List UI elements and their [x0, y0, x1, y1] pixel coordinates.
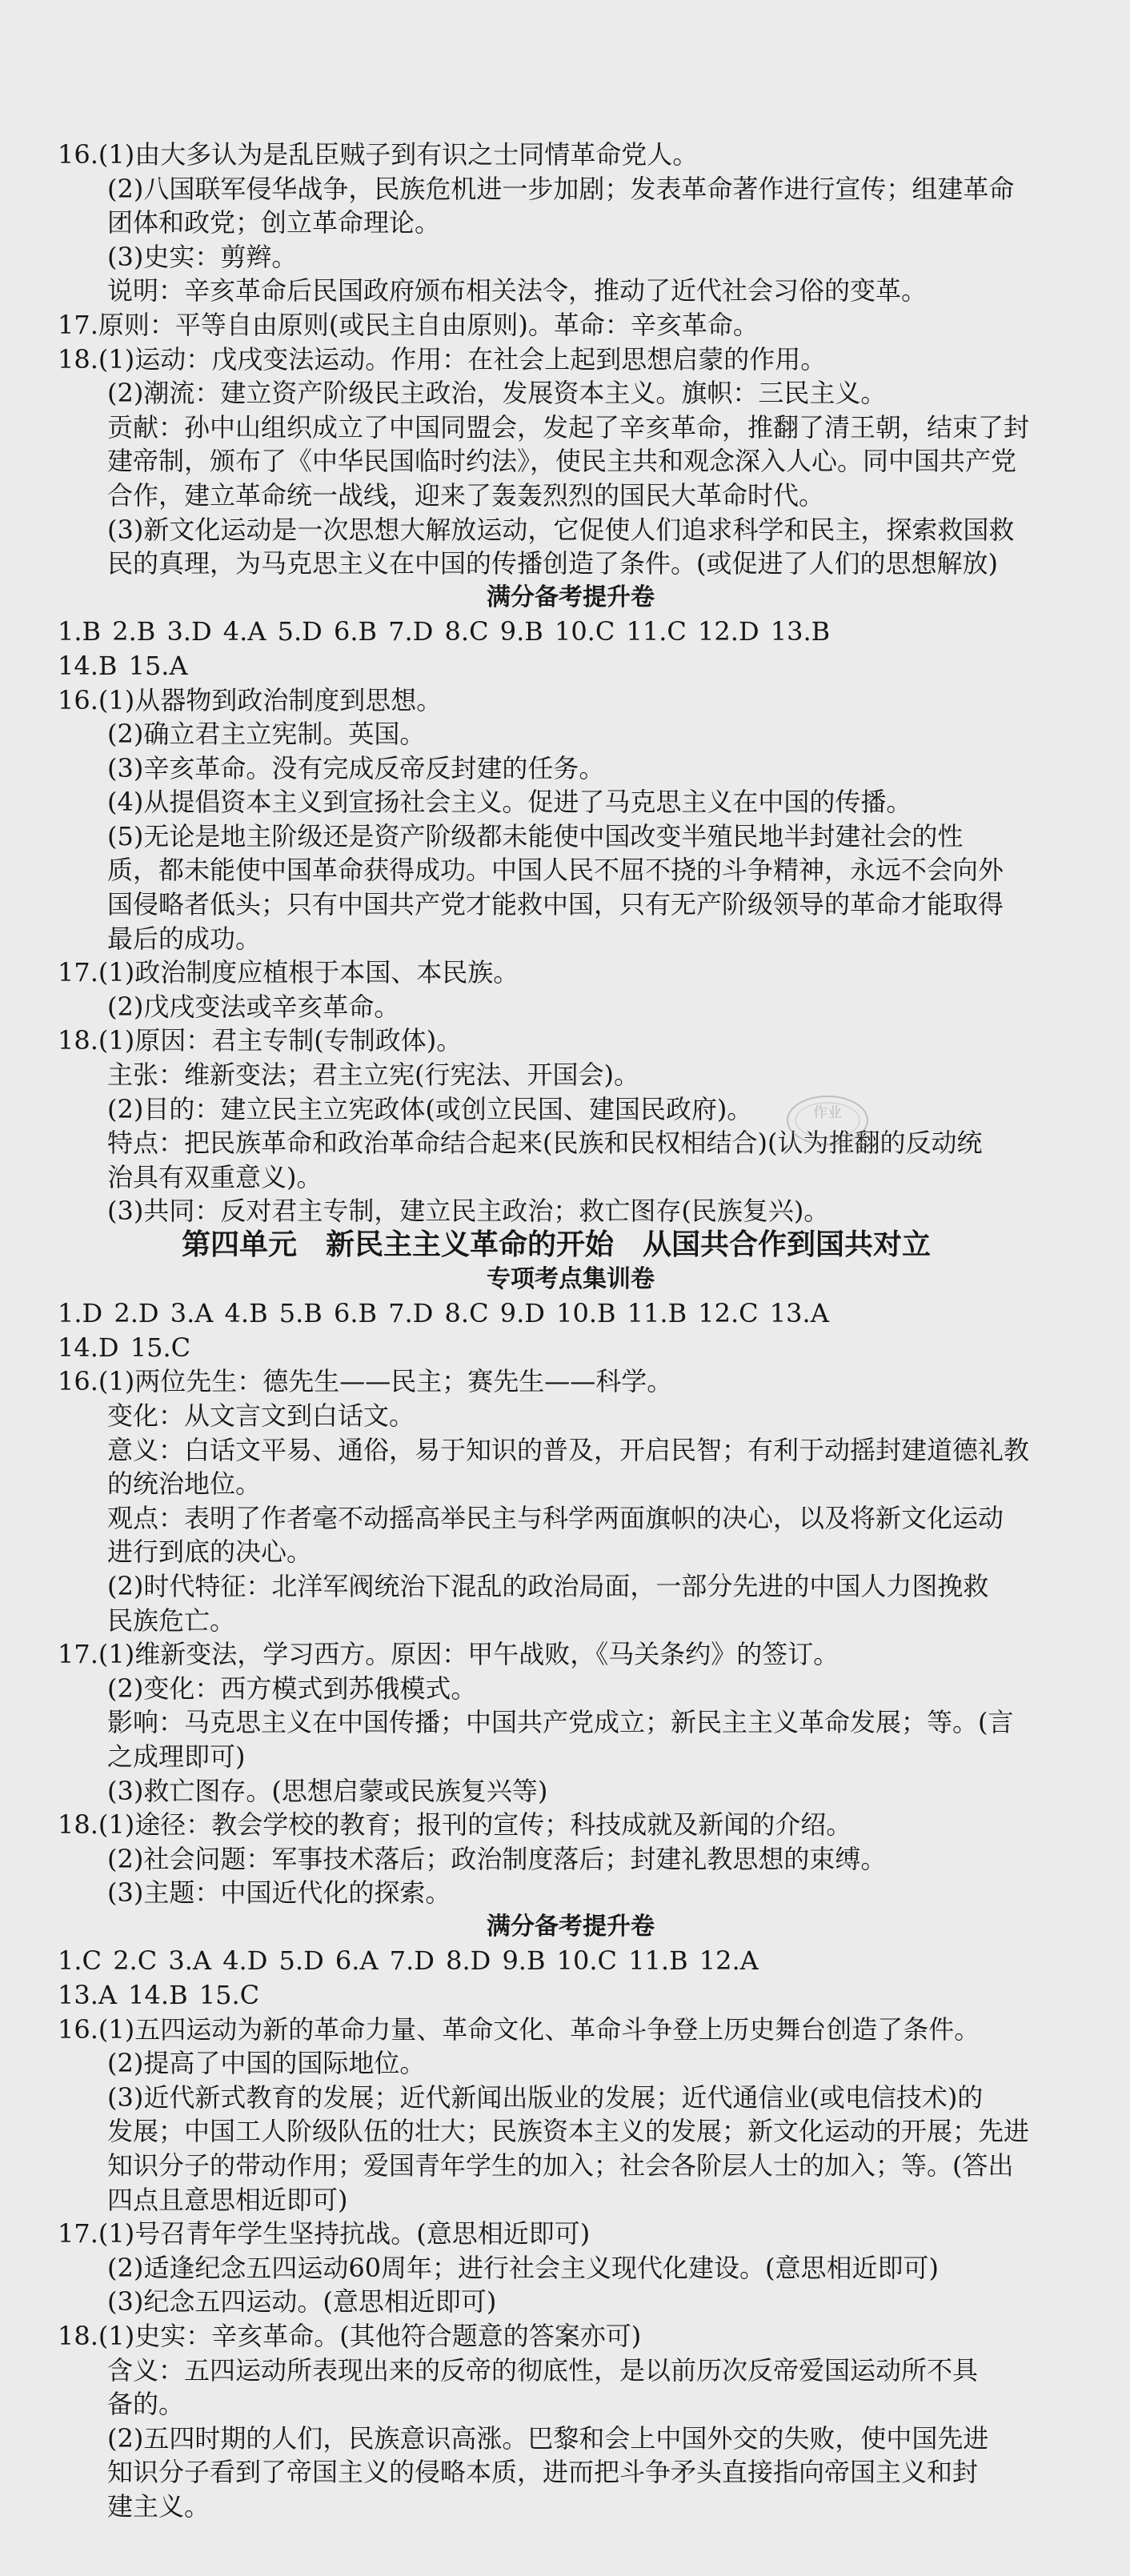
- answer-line: 17.(1)维新变法，学习西方。原因：甲午战败，《马关条约》的签订。: [58, 1639, 839, 1670]
- answer-line: 建主义。: [107, 2490, 210, 2522]
- answer-line: (3)共同：反对君主专制，建立民主政治；救亡图存(民族复兴)。: [107, 1196, 830, 1227]
- answer-line: 说明：辛亥革命后民国政府颁布相关法令，推动了近代社会习俗的变革。: [107, 275, 928, 306]
- choice-answers: 1.C 2.C 3.A 4.D 5.D 6.A 7.D 8.D 9.B 10.C 11.B 12.A: [58, 1945, 759, 1977]
- answer-line: 质，都未能使中国革命获得成功。中国人民不屈不挠的斗争精神，永远不会向外: [107, 855, 1004, 886]
- answer-line: (2)潮流：建立资产阶级民主政治，发展资本主义。旗帜：三民主义。: [107, 378, 887, 409]
- answer-line: 特点：把民族革命和政治革命结合起来(民族和民权相结合)(认为推翻的反动统: [107, 1128, 983, 1159]
- stamp-watermark-icon: [783, 1088, 872, 1151]
- answer-line: 16.(1)由大多认为是乱臣贼子到有识之士同情革命党人。: [58, 139, 699, 170]
- section-heading: 专项考点集训卷: [487, 1264, 655, 1293]
- answer-line: 发展；中国工人阶级队伍的壮大；民族资本主义的发展；新文化运动的开展；先进: [107, 2116, 1030, 2147]
- section-heading: 满分备考提升卷: [487, 583, 655, 611]
- answer-line: 之成理即可): [107, 1741, 246, 1772]
- answer-line: 16.(1)两位先生：德先生——民主；赛先生——科学。: [58, 1366, 673, 1397]
- answer-line: 含义：五四运动所表现出来的反帝的彻底性，是以前历次反帝爱国运动所不具: [107, 2354, 979, 2386]
- answer-line: (2)八国联军侵华战争，民族危机进一步加剧；发表革命著作进行宣传；组建革命: [107, 173, 1015, 204]
- answer-line: 16.(1)从器物到政治制度到思想。: [58, 684, 443, 715]
- answer-line: (2)确立君主立宪制。英国。: [107, 719, 426, 750]
- answer-line: (2)社会问题：军事技术落后；政治制度落后；封建礼教思想的束缚。: [107, 1843, 887, 1874]
- answer-line: 建帝制，颁布了《中华民国临时约法》，使民主共和观念深入人心。同中国共产党: [107, 446, 1017, 477]
- answer-line: 最后的成功。: [107, 923, 262, 954]
- answer-line: (2)提高了中国的国际地位。: [107, 2048, 426, 2079]
- answer-line: 治具有双重意义)。: [107, 1161, 323, 1192]
- answer-line: (3)近代新式教育的发展；近代新闻出版业的发展；近代通信业(或电信技术)的: [107, 2081, 984, 2113]
- answer-content: [58, 138, 1084, 2524]
- answer-line: 民族危亡。: [107, 1604, 236, 1636]
- answer-line: (4)从提倡资本主义到宣扬社会主义。促进了马克思主义在中国的传播。: [107, 787, 912, 818]
- answer-line: (2)目的：建立民主立宪政体(或创立民国、建国民政府)。: [107, 1093, 753, 1124]
- answer-line: 变化：从文言文到白话文。: [107, 1400, 415, 1431]
- answer-line: (3)救亡图存。(思想启蒙或民族复兴等): [107, 1775, 548, 1806]
- answer-line: (2)时代特征：北洋军阀统治下混乱的政治局面，一部分先进的中国人力图挽救: [107, 1570, 989, 1601]
- choice-answers: 14.D 15.C: [58, 1332, 191, 1363]
- answer-line: (2)变化：西方模式到苏俄模式。: [107, 1673, 477, 1704]
- answer-line: 17.(1)政治制度应植根于本国、本民族。: [58, 957, 519, 988]
- answer-line: 知识分子看到了帝国主义的侵略本质，进而把斗争矛头直接指向帝国主义和封: [107, 2457, 979, 2488]
- answer-line: (2)戊戌变法或辛亥革命。: [107, 991, 400, 1022]
- answer-line: 18.(1)运动：戊戌变法运动。作用：在社会上起到思想启蒙的作用。: [58, 343, 827, 375]
- answer-line: 18.(1)史实：辛亥革命。(其他符合题意的答案亦可): [58, 2321, 642, 2351]
- svg-text:作业: 作业: [813, 1104, 842, 1121]
- answer-line: 意义：白话文平易、通俗，易于知识的普及，开启民智；有利于动摇封建道德礼教: [107, 1434, 1030, 1465]
- answer-line: 16.(1)五四运动为新的革命力量、革命文化、革命斗争登上历史舞台创造了条件。: [58, 2013, 980, 2045]
- answer-line: 观点：表明了作者毫不动摇高举民主与科学两面旗帜的决心，以及将新文化运动: [107, 1502, 1004, 1533]
- choice-answers: 13.A 14.B 15.C: [58, 1980, 260, 2011]
- answer-line: (5)无论是地主阶级还是资产阶级都未能使中国改变半殖民地半封建社会的性: [107, 820, 964, 851]
- answer-line: (3)史实：剪辫。: [107, 241, 298, 272]
- unit-title: 第四单元 新民主主义革命的开始 从国共合作到国共对立: [181, 1228, 931, 1261]
- choice-answers: 1.B 2.B 3.D 4.A 5.D 6.B 7.D 8.C 9.B 10.C 11.C 12.D 13.B: [58, 616, 831, 647]
- answer-line: (2)适逢纪念五四运动60周年；进行社会主义现代化建设。(意思相近即可): [107, 2252, 940, 2283]
- answer-line: (3)新文化运动是一次思想大解放运动，它促使人们追求科学和民主，探索救国救: [107, 514, 1015, 545]
- section-heading: 满分备考提升卷: [487, 1912, 655, 1941]
- choice-answers: 1.D 2.D 3.A 4.B 5.B 6.B 7.D 8.C 9.D 10.B 11.B 12.C 13.A: [58, 1298, 829, 1329]
- answer-line: 18.(1)途径：教会学校的教育；报刊的宣传；科技成就及新闻的介绍。: [58, 1809, 852, 1841]
- answer-line: 备的。: [107, 2389, 185, 2420]
- answer-line: 团体和政党；创立革命理论。: [107, 207, 441, 238]
- answer-line: 主张：维新变法；君主立宪(行宪法、开国会)。: [107, 1060, 639, 1091]
- answer-line: 影响：马克思主义在中国传播；中国共产党成立；新民主主义革命发展；等。(言: [107, 1707, 1014, 1738]
- answer-line: 17.(1)号召青年学生坚持抗战。(意思相近即可): [58, 2218, 591, 2249]
- answer-line: 四点且意思相近即可): [107, 2184, 348, 2215]
- answer-line: 知识分子的带动作用；爱国青年学生的加入；社会各阶层人士的加入；等。(答出: [107, 2150, 1014, 2181]
- answer-line: 的统治地位。: [107, 1468, 262, 1500]
- answer-line: (3)纪念五四运动。(意思相近即可): [107, 2286, 497, 2318]
- answer-line: (3)主题：中国近代化的探索。: [107, 1877, 451, 1909]
- answer-line: (2)五四时期的人们，民族意识高涨。巴黎和会上中国外交的失败，使中国先进: [107, 2422, 989, 2454]
- answer-line: (3)辛亥革命。没有完成反帝反封建的任务。: [107, 752, 605, 783]
- answer-line: 进行到底的决心。: [107, 1536, 313, 1568]
- answer-line: 国侵略者低头；只有中国共产党才能救中国，只有无产阶级领导的革命才能取得: [107, 889, 1004, 920]
- choice-answers: 14.B 15.A: [58, 650, 188, 681]
- answer-line: 18.(1)原因：君主专制(专制政体)。: [58, 1025, 463, 1056]
- answer-line: 17.原则：平等自由原则(或民主自由原则)。革命：辛亥革命。: [58, 309, 759, 340]
- answer-line: 合作，建立革命统一战线，迎来了轰轰烈烈的国民大革命时代。: [107, 479, 825, 511]
- answer-line: 民的真理，为马克思主义在中国的传播创造了条件。(或促进了人们的思想解放): [107, 548, 998, 579]
- answer-line: 贡献：孙中山组织成立了中国同盟会，发起了辛亥革命，推翻了清王朝，结束了封: [107, 411, 1030, 443]
